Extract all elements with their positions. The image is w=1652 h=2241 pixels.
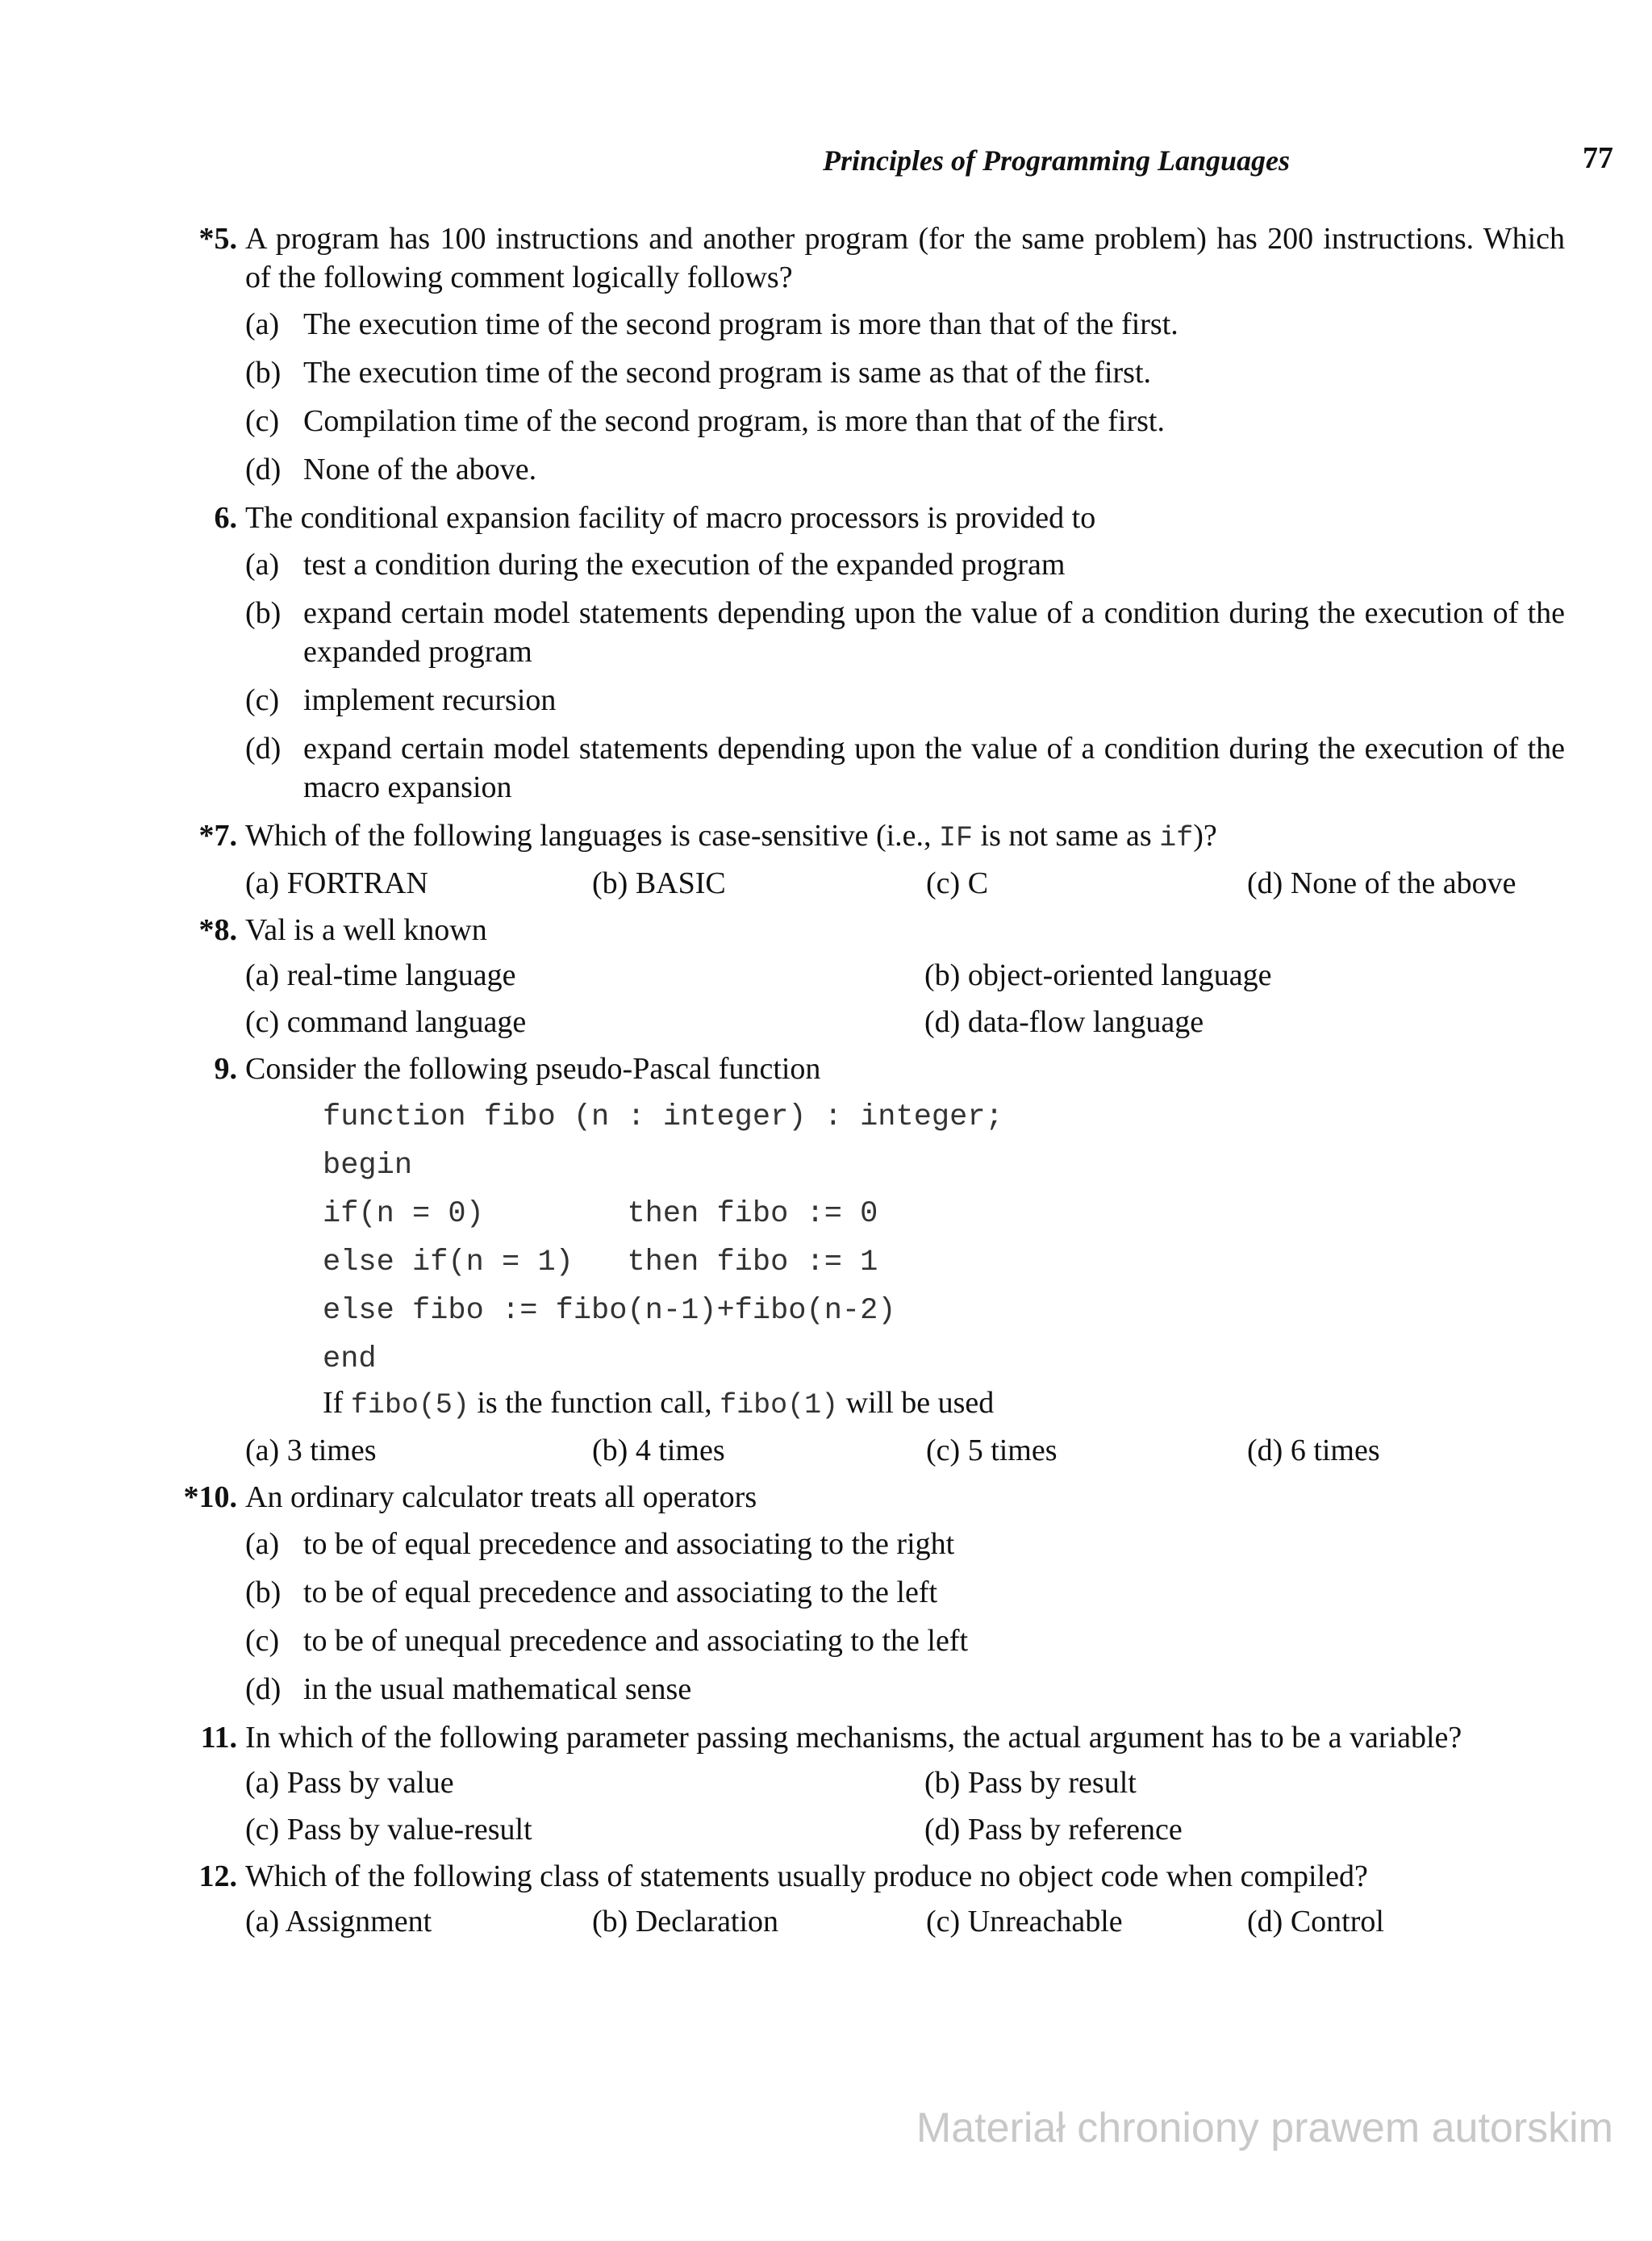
option-a — [245, 1431, 592, 1470]
option-b — [592, 864, 926, 903]
option-label: (d) — [924, 1005, 961, 1039]
question-10 — [161, 1478, 1565, 1709]
question-number: *7. — [198, 819, 237, 853]
option-text: Unreachable — [967, 1905, 1123, 1938]
option-a — [245, 956, 924, 995]
option-label: (a) — [245, 1527, 280, 1561]
page-number: 77 — [1583, 141, 1613, 175]
option-b — [245, 594, 1565, 671]
question-list — [161, 219, 1565, 1949]
option-a — [245, 1763, 924, 1802]
option-d — [924, 1003, 1565, 1041]
option-d — [1247, 1431, 1565, 1470]
option-b — [592, 1902, 926, 1941]
option-label: (c) — [245, 1624, 280, 1658]
question-11 — [161, 1718, 1565, 1849]
question-text: An ordinary calculator treats all operators — [245, 1480, 757, 1514]
option-row — [245, 864, 1565, 903]
option-text: C — [967, 866, 989, 900]
inline-code: IF — [939, 822, 974, 854]
option-text: to be of equal precedence and associating to the left — [303, 1575, 938, 1609]
question-number: *8. — [198, 913, 237, 947]
option-b — [245, 1573, 1565, 1612]
option-c — [245, 402, 1565, 440]
option-label: (c) — [245, 1813, 280, 1847]
option-label: (d) — [924, 1813, 961, 1847]
option-text: Pass by value — [286, 1766, 454, 1800]
question-text-part: )? — [1193, 819, 1217, 853]
option-label: (c) — [926, 1905, 961, 1938]
option-label: (d) — [1247, 1905, 1283, 1938]
code-line: if(n = 0) then fibo := 0 — [323, 1197, 878, 1231]
option-label: (d) — [245, 453, 282, 486]
question-8 — [161, 911, 1565, 1041]
option-label: (d) — [1247, 866, 1283, 900]
option-text: Pass by reference — [967, 1813, 1183, 1847]
option-text: BASIC — [635, 866, 726, 900]
question-text-part: is not same as — [973, 819, 1160, 853]
option-a — [245, 545, 1565, 584]
question-followup — [245, 1383, 1565, 1425]
option-text: Compilation time of the second program, is more than that of the first. — [303, 404, 1165, 438]
option-row — [245, 1810, 1565, 1849]
option-label: (c) — [926, 866, 961, 900]
option-label: (a) — [245, 958, 280, 992]
option-text: Pass by value-result — [286, 1813, 532, 1847]
option-text: Pass by result — [967, 1766, 1137, 1800]
code-line: function fibo (n : integer) : integer; — [323, 1100, 1003, 1134]
option-text: to be of equal precedence and associating to the right — [303, 1527, 955, 1561]
option-text: real-time language — [286, 958, 516, 992]
option-label: (b) — [245, 1575, 282, 1609]
option-label: (a) — [245, 1766, 280, 1800]
option-c — [926, 1902, 1247, 1941]
option-label: (b) — [924, 958, 961, 992]
option-text: implement recursion — [303, 683, 557, 717]
option-text: The execution time of the second program is more than that of the first. — [303, 307, 1179, 341]
question-text-part: Which of the following languages is case-sensitive (i.e., — [245, 819, 940, 853]
option-label: (d) — [1247, 1433, 1283, 1467]
option-text: data-flow language — [967, 1005, 1204, 1039]
question-number: 12. — [198, 1859, 237, 1893]
option-text: object-oriented language — [967, 958, 1272, 992]
option-d — [245, 450, 1565, 489]
code-line: end — [323, 1342, 377, 1376]
option-d — [245, 1670, 1565, 1709]
option-label: (d) — [245, 1672, 282, 1706]
option-b — [245, 353, 1565, 392]
option-c — [245, 1003, 924, 1041]
option-label: (b) — [924, 1766, 961, 1800]
option-a — [245, 305, 1565, 344]
question-number: 9. — [214, 1052, 237, 1086]
question-text: A program has 100 instructions and another program (for the same problem) has 200 instructions. Which of the following comment logically follows? — [245, 222, 1565, 294]
option-label: (c) — [245, 1005, 280, 1039]
question-text: The conditional expansion facility of macro processors is provided to — [245, 501, 1096, 535]
option-label: (a) — [245, 548, 280, 582]
option-row — [245, 1763, 1565, 1802]
option-text: Control — [1290, 1905, 1384, 1938]
option-row — [245, 1003, 1565, 1041]
option-a — [245, 1902, 592, 1941]
option-d — [924, 1810, 1565, 1849]
question-text: Val is a well known — [245, 913, 487, 947]
option-text: command language — [286, 1005, 527, 1039]
option-a — [245, 864, 592, 903]
option-text: expand certain model statements depending upon the value of a condition during the execution of the macro expansion — [303, 732, 1565, 804]
question-5 — [161, 219, 1565, 489]
option-label: (a) — [245, 1905, 280, 1938]
option-text: FORTRAN — [286, 866, 428, 900]
option-b — [924, 1763, 1565, 1802]
option-label: (b) — [592, 866, 628, 900]
question-number: *5. — [198, 222, 237, 256]
question-9 — [161, 1050, 1565, 1470]
option-label: (d) — [245, 732, 282, 766]
page-header-title: Principles of Programming Languages — [823, 144, 1291, 177]
option-d — [1247, 864, 1565, 903]
question-12 — [161, 1857, 1565, 1941]
option-label: (b) — [245, 356, 282, 390]
option-label: (a) — [245, 866, 280, 900]
option-text: in the usual mathematical sense — [303, 1672, 692, 1706]
question-number: 11. — [200, 1721, 237, 1755]
option-c — [926, 864, 1247, 903]
question-text: In which of the following parameter passing mechanisms, the actual argument has to be a variable? — [245, 1721, 1462, 1755]
followup-text: will be used — [838, 1386, 995, 1420]
inline-code: fibo(5) — [350, 1389, 469, 1421]
option-text: test a condition during the execution of the expanded program — [303, 548, 1066, 582]
option-label: (a) — [245, 1433, 280, 1467]
option-b — [924, 956, 1565, 995]
question-text — [245, 816, 1565, 858]
option-text: 4 times — [635, 1433, 725, 1467]
question-number: *10. — [183, 1480, 237, 1514]
option-label: (b) — [245, 596, 282, 630]
option-b — [592, 1431, 926, 1470]
option-d — [1247, 1902, 1565, 1941]
option-c — [245, 681, 1565, 720]
option-c — [926, 1431, 1247, 1470]
question-6 — [161, 499, 1565, 807]
option-label: (b) — [592, 1905, 628, 1938]
option-text: expand certain model statements depending upon the value of a condition during the execution of the expanded program — [303, 596, 1565, 669]
copyright-watermark: Materiał chroniony prawem autorskim — [916, 2105, 1613, 2151]
followup-text: is the function call, — [469, 1386, 720, 1420]
option-text: 6 times — [1290, 1433, 1380, 1467]
option-text: The execution time of the second program is same as that of the first. — [303, 356, 1152, 390]
option-text: 3 times — [286, 1433, 377, 1467]
question-text: Consider the following pseudo-Pascal function — [245, 1052, 821, 1086]
option-text: None of the above — [1290, 866, 1516, 900]
option-c — [245, 1810, 924, 1849]
code-line: else if(n = 1) then fibo := 1 — [323, 1246, 878, 1279]
code-line: else fibo := fibo(n-1)+fibo(n-2) — [323, 1294, 896, 1328]
option-row — [245, 956, 1565, 995]
option-text: Assignment — [285, 1905, 432, 1938]
question-number: 6. — [214, 501, 237, 535]
followup-text: If — [323, 1386, 351, 1420]
option-label: (b) — [592, 1433, 628, 1467]
option-text: None of the above. — [303, 453, 537, 486]
inline-code: if — [1159, 822, 1194, 854]
inline-code: fibo(1) — [720, 1389, 839, 1421]
option-label: (c) — [245, 404, 280, 438]
question-7 — [161, 816, 1565, 903]
option-row — [245, 1902, 1565, 1941]
option-text: Declaration — [635, 1905, 779, 1938]
option-d — [245, 729, 1565, 807]
option-label: (c) — [926, 1433, 961, 1467]
option-row — [245, 1431, 1565, 1470]
option-label: (c) — [245, 683, 280, 717]
option-text: 5 times — [967, 1433, 1058, 1467]
option-label: (a) — [245, 307, 280, 341]
question-text: Which of the following class of statements usually produce no object code when compiled? — [245, 1859, 1368, 1893]
option-text: to be of unequal precedence and associating to the left — [303, 1624, 969, 1658]
option-a — [245, 1525, 1565, 1563]
code-line: begin — [323, 1149, 413, 1183]
code-block — [245, 1093, 1565, 1383]
option-c — [245, 1621, 1565, 1660]
